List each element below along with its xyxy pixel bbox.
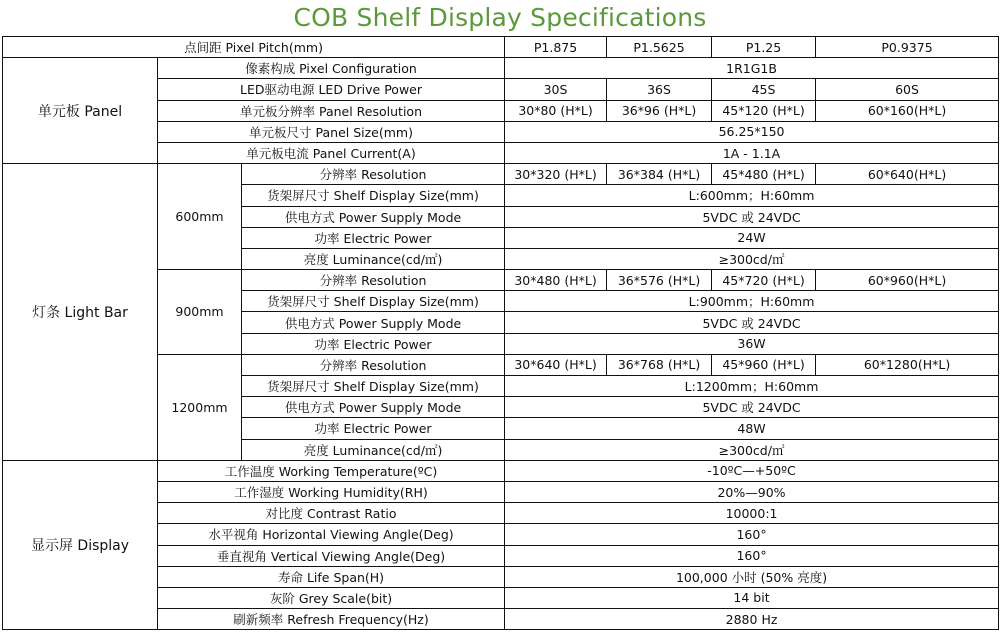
value-cell: 45S: [712, 79, 816, 100]
value-cell: 36*768 (H*L): [607, 354, 712, 375]
value-cell: 60*640(H*L): [816, 164, 999, 185]
value-cell: 30S: [505, 79, 607, 100]
value-cell: -10ºC—+50ºC: [505, 460, 999, 481]
value-cell: 36*96 (H*L): [607, 100, 712, 121]
value-cell: 5VDC 或 24VDC: [505, 312, 999, 333]
value-cell: 45*480 (H*L): [712, 164, 816, 185]
spec-label: 亮度 Luminance(cd/㎡): [242, 439, 505, 460]
spec-label: 功率 Electric Power: [242, 227, 505, 248]
bar-length-label: 600mm: [158, 164, 242, 270]
spec-label: 像素构成 Pixel Configuration: [158, 58, 505, 79]
value-cell: 1A - 1.1A: [505, 142, 999, 163]
header-row: [3, 37, 999, 58]
spec-label: 垂直视角 Vertical Viewing Angle(Deg): [158, 545, 505, 566]
value-cell: ≥300cd/㎡: [505, 439, 999, 460]
bar-length-label: 1200mm: [158, 354, 242, 460]
value-cell: L:900mm；H:60mm: [505, 291, 999, 312]
lightbar-group-label: 灯条 Light Bar: [3, 164, 158, 461]
pitch-header: P1.25: [712, 37, 816, 58]
value-cell: 14 bit: [505, 587, 999, 608]
spec-label: 供电方式 Power Supply Mode: [242, 397, 505, 418]
value-cell: 5VDC 或 24VDC: [505, 397, 999, 418]
bar-length-label: 900mm: [158, 270, 242, 355]
spec-label: 分辨率 Resolution: [242, 354, 505, 375]
value-cell: 160°: [505, 545, 999, 566]
spec-label: 供电方式 Power Supply Mode: [242, 312, 505, 333]
spec-label: 功率 Electric Power: [242, 333, 505, 354]
table-row: [3, 164, 999, 185]
value-cell: 1R1G1B: [505, 58, 999, 79]
spec-label: 单元板分辨率 Panel Resolution: [158, 100, 505, 121]
value-cell: 5VDC 或 24VDC: [505, 206, 999, 227]
value-cell: L:1200mm；H:60mm: [505, 376, 999, 397]
value-cell: 56.25*150: [505, 121, 999, 142]
value-cell: 30*320 (H*L): [505, 164, 607, 185]
pitch-header: P0.9375: [816, 37, 999, 58]
spec-label: 工作湿度 Working Humidity(RH): [158, 481, 505, 502]
value-cell: 36*384 (H*L): [607, 164, 712, 185]
value-cell: ≥300cd/㎡: [505, 248, 999, 269]
panel-group-label: 单元板 Panel: [3, 58, 158, 164]
value-cell: 30*80 (H*L): [505, 100, 607, 121]
value-cell: 30*480 (H*L): [505, 270, 607, 291]
value-cell: 48W: [505, 418, 999, 439]
value-cell: 36*576 (H*L): [607, 270, 712, 291]
spec-label: LED驱动电源 LED Drive Power: [158, 79, 505, 100]
value-cell: 2880 Hz: [505, 609, 999, 630]
pitch-header: P1.5625: [607, 37, 712, 58]
spec-label: 货架屏尺寸 Shelf Display Size(mm): [242, 185, 505, 206]
spec-label: 单元板尺寸 Panel Size(mm): [158, 121, 505, 142]
table-row: [3, 58, 999, 79]
spec-label: 功率 Electric Power: [242, 418, 505, 439]
table-row: [3, 460, 999, 481]
spec-label: 单元板电流 Panel Current(A): [158, 142, 505, 163]
spec-label: 寿命 Life Span(H): [158, 566, 505, 587]
value-cell: 30*640 (H*L): [505, 354, 607, 375]
spec-label: 供电方式 Power Supply Mode: [242, 206, 505, 227]
value-cell: 160°: [505, 524, 999, 545]
spec-label: 货架屏尺寸 Shelf Display Size(mm): [242, 291, 505, 312]
spec-label: 货架屏尺寸 Shelf Display Size(mm): [242, 376, 505, 397]
value-cell: 20%—90%: [505, 481, 999, 502]
value-cell: 45*120 (H*L): [712, 100, 816, 121]
value-cell: 60S: [816, 79, 999, 100]
spec-label: 工作温度 Working Temperature(ºC): [158, 460, 505, 481]
value-cell: 60*1280(H*L): [816, 354, 999, 375]
value-cell: 24W: [505, 227, 999, 248]
value-cell: 45*960 (H*L): [712, 354, 816, 375]
spec-table: [2, 36, 999, 630]
pitch-header: P1.875: [505, 37, 607, 58]
value-cell: 45*720 (H*L): [712, 270, 816, 291]
spec-label: 对比度 Contrast Ratio: [158, 503, 505, 524]
value-cell: 100,000 小时 (50% 亮度): [505, 566, 999, 587]
spec-label: 亮度 Luminance(cd/㎡): [242, 248, 505, 269]
value-cell: 36W: [505, 333, 999, 354]
spec-label: 分辨率 Resolution: [242, 270, 505, 291]
spec-label: 水平视角 Horizontal Viewing Angle(Deg): [158, 524, 505, 545]
value-cell: 60*160(H*L): [816, 100, 999, 121]
spec-label: 灰阶 Grey Scale(bit): [158, 587, 505, 608]
page-title: COB Shelf Display Specifications: [293, 3, 707, 32]
value-cell: 10000:1: [505, 503, 999, 524]
pixel-pitch-label: 点间距 Pixel Pitch(mm): [3, 37, 505, 58]
value-cell: 60*960(H*L): [816, 270, 999, 291]
spec-label: 刷新频率 Refresh Frequency(Hz): [158, 609, 505, 630]
spec-label: 分辨率 Resolution: [242, 164, 505, 185]
value-cell: 36S: [607, 79, 712, 100]
value-cell: L:600mm；H:60mm: [505, 185, 999, 206]
display-group-label: 显示屏 Display: [3, 460, 158, 630]
